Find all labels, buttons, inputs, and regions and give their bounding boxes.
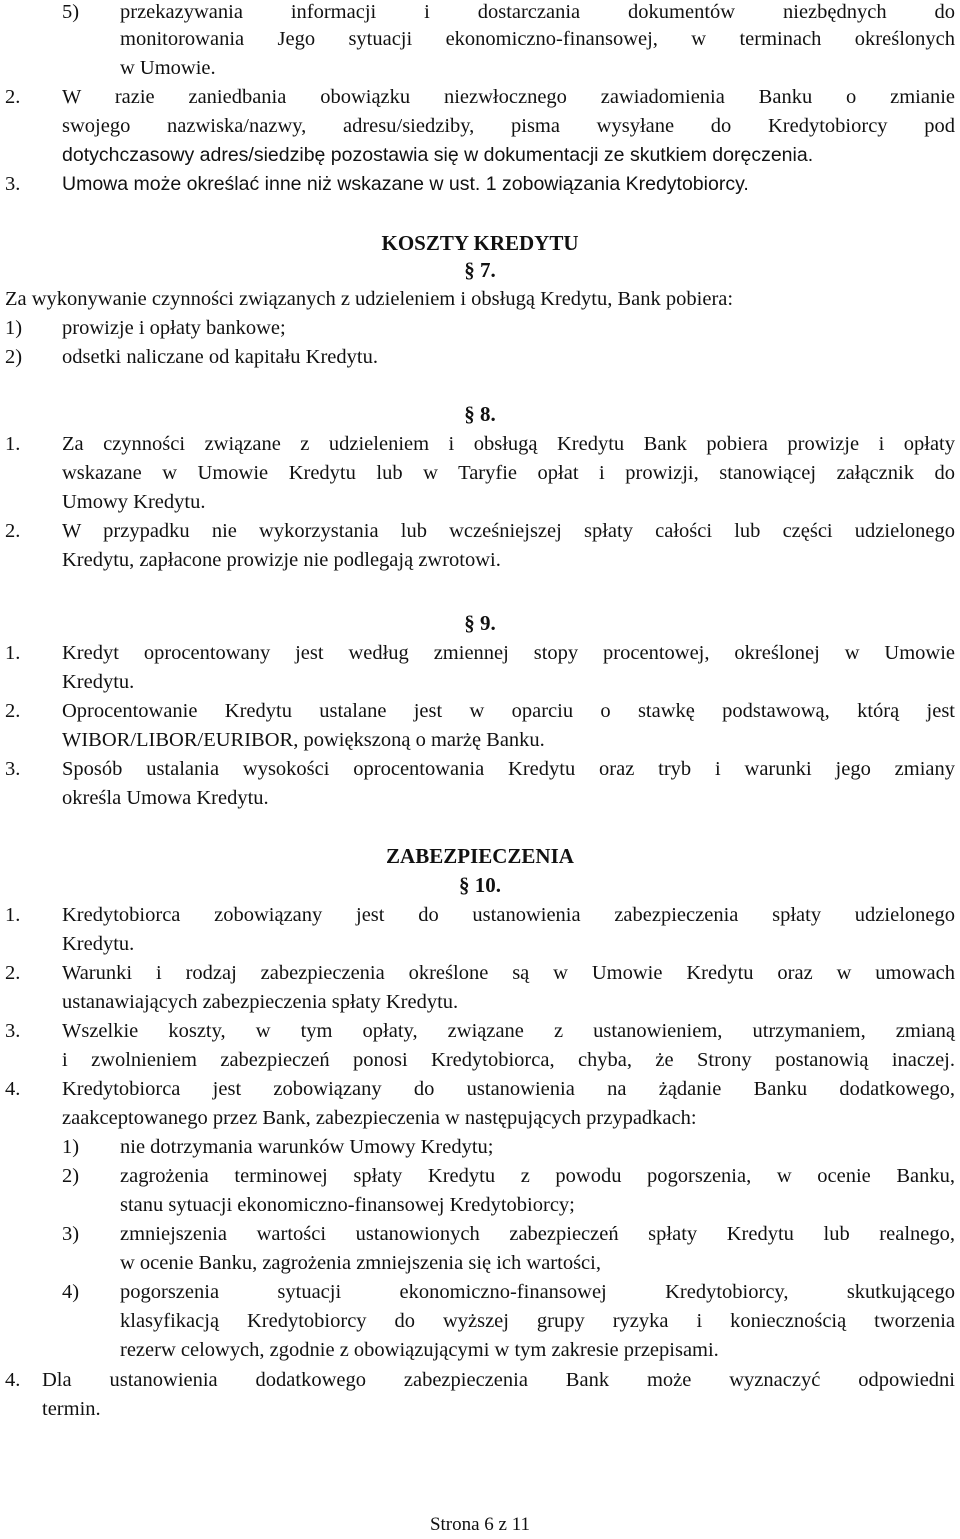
section-heading: KOSZTY KREDYTU: [381, 231, 579, 255]
paragraph-mark: § 10.: [459, 873, 501, 897]
text-line: i zwolnieniem zabezpieczeń ponosi Kredytobiorca, chyba, że Strony postanowią inaczej.: [62, 1049, 955, 1071]
text-line: nie dotrzymania warunków Umowy Kredytu;: [120, 1136, 494, 1158]
list-number: 1.: [5, 904, 21, 926]
list-number: 2.: [5, 962, 21, 984]
text-line: termin.: [42, 1398, 101, 1420]
list-number: 4): [62, 1281, 80, 1303]
text-line: Umowa może określać inne niż wskazane w ust. 1 zobowiązania Kredytobiorcy.: [62, 173, 749, 195]
text-line: monitorowania Jego sytuacji ekonomiczno-finansowej, w terminach określonych: [120, 28, 955, 50]
list-number: 1.: [5, 433, 21, 455]
text-line: Za czynności związane z udzieleniem i obsługą Kredytu Bank pobiera prowizje i opłaty: [62, 433, 955, 455]
text-line: dotychczasowy adres/siedzibę pozostawia się w dokumentacji ze skutkiem doręczenia.: [62, 144, 814, 166]
text-line: Kredytobiorca jest zobowiązany do ustanowienia na żądanie Banku dodatkowego,: [62, 1078, 955, 1100]
list-number: 2): [62, 1165, 80, 1187]
text-line: wskazane w Umowie Kredytu lub w Taryfie opłat i prowizji, stanowiącej załącznik do: [62, 462, 955, 484]
text-line: Kredytu.: [62, 933, 135, 955]
list-number: 2.: [5, 86, 21, 108]
list-number: 3): [62, 1223, 80, 1245]
list-number: 2): [5, 346, 23, 368]
list-number: 4.: [5, 1078, 21, 1100]
text-line: W razie zaniedbania obowiązku niezwłocznego zawiadomienia Banku o zmianie: [62, 86, 955, 108]
text-line: stanu sytuacji ekonomiczno-finansowej Kredytobiorcy;: [120, 1194, 575, 1216]
text-line: przekazywania informacji i dostarczania dokumentów niezbędnych do: [120, 1, 955, 23]
list-number: 5): [62, 1, 80, 23]
text-line: ustanawiających zabezpieczenia spłaty Kredytu.: [62, 991, 459, 1013]
list-number: 3.: [5, 1020, 21, 1042]
text-line: Dla ustanowienia dodatkowego zabezpieczenia Bank może wyznaczyć odpowiedni: [42, 1369, 955, 1391]
text-line: W przypadku nie wykorzystania lub wcześniejszej spłaty całości lub części udzielonego: [62, 520, 955, 542]
text-line: określa Umowa Kredytu.: [62, 787, 269, 809]
paragraph-mark: § 7.: [464, 258, 496, 282]
text-line: WIBOR/LIBOR/EURIBOR, powiększoną o marżę Banku.: [62, 729, 545, 751]
paragraph-mark: § 8.: [464, 402, 496, 426]
text-line: zaakceptowanego przez Bank, zabezpieczenia w następujących przypadkach:: [62, 1107, 697, 1129]
text-line: rezerw celowych, zgodnie z obowiązującymi w tym zakresie przepisami.: [120, 1339, 719, 1361]
text-line: Kredyt oprocentowany jest według zmiennej stopy procentowej, określonej w Umowie: [62, 642, 955, 664]
text-line: prowizje i opłaty bankowe;: [62, 317, 286, 339]
text-line: Kredytu.: [62, 671, 135, 693]
page-footer: Strona 6 z 11: [429, 1514, 531, 1535]
text-line: Oprocentowanie Kredytu ustalane jest w oparciu o stawkę podstawową, którą jest: [62, 700, 955, 722]
list-number: 2.: [5, 700, 21, 722]
list-number: 1): [5, 317, 23, 339]
text-line: Kredytobiorca zobowiązany jest do ustanowienia zabezpieczenia spłaty udzielonego: [62, 904, 955, 926]
text-line: zagrożenia terminowej spłaty Kredytu z powodu pogorszenia, w ocenie Banku,: [120, 1165, 955, 1187]
section-heading: ZABEZPIECZENIA: [386, 844, 574, 868]
text-line: zmniejszenia wartości ustanowionych zabezpieczeń spłaty Kredytu lub realnego,: [120, 1223, 955, 1245]
text-line: Kredytu, zapłacone prowizje nie podlegają zwrotowi.: [62, 549, 501, 571]
paragraph-mark: § 9.: [464, 611, 496, 635]
list-number: 4.: [5, 1369, 21, 1391]
list-number: 2.: [5, 520, 21, 542]
list-number: 1.: [5, 642, 21, 664]
list-number: 3.: [5, 173, 21, 195]
text-line: Umowy Kredytu.: [62, 491, 206, 513]
text-line: Warunki i rodzaj zabezpieczenia określone są w Umowie Kredytu oraz w umowach: [62, 962, 955, 984]
text-line: Za wykonywanie czynności związanych z udzieleniem i obsługą Kredytu, Bank pobiera:: [5, 288, 734, 310]
text-line: swojego nazwiska/nazwy, adresu/siedziby, pisma wysyłane do Kredytobiorcy pod: [62, 115, 955, 137]
text-line: Sposób ustalania wysokości oprocentowania Kredytu oraz tryb i warunki jego zmiany: [62, 758, 955, 780]
list-number: 1): [62, 1136, 80, 1158]
text-line: w Umowie.: [120, 57, 216, 79]
text-line: pogorszenia sytuacji ekonomiczno-finansowej Kredytobiorcy, skutkującego: [120, 1281, 955, 1303]
text-line: Wszelkie koszty, w tym opłaty, związane z ustanowieniem, utrzymaniem, zmianą: [62, 1020, 955, 1042]
text-line: w ocenie Banku, zagrożenia zmniejszenia się ich wartości,: [120, 1252, 601, 1274]
text-line: odsetki naliczane od kapitału Kredytu.: [62, 346, 378, 368]
list-number: 3.: [5, 758, 21, 780]
text-line: klasyfikacją Kredytobiorcy do wyższej grupy ryzyka i koniecznością tworzenia: [120, 1310, 955, 1332]
